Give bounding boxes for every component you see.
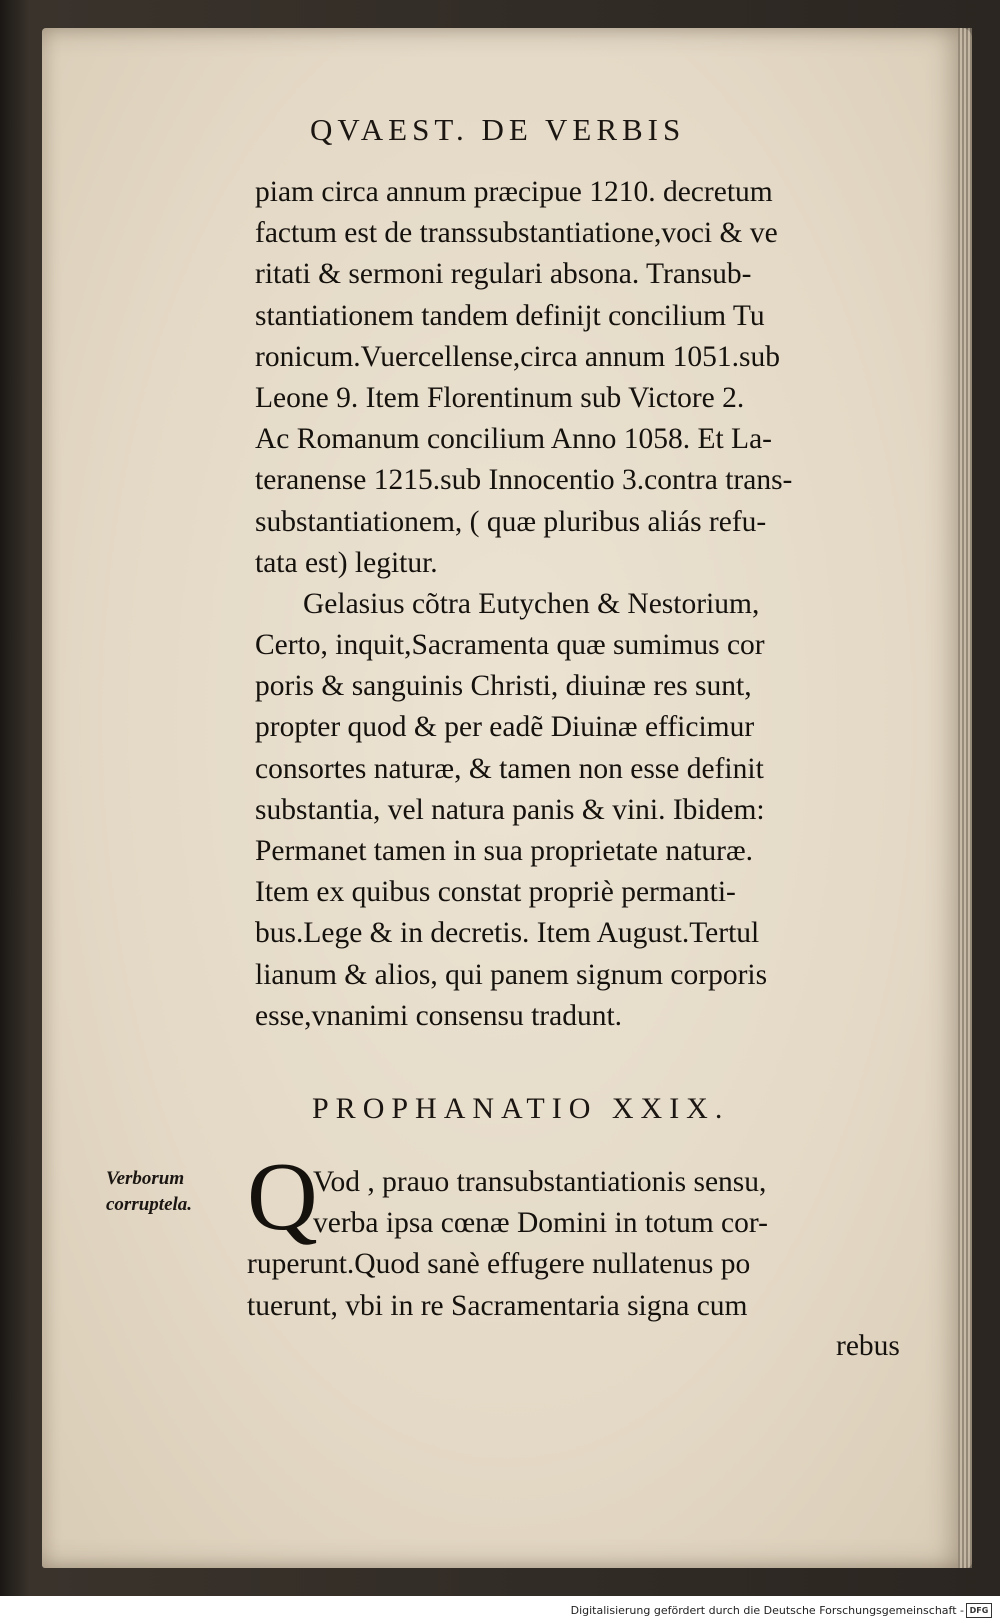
margin-note-line: corruptela. xyxy=(106,1194,193,1215)
text-line: poris & sanguinis Christi, diuinæ res sunt, xyxy=(255,670,752,703)
paragraph-transsubstantiation xyxy=(255,172,935,584)
text-line: Vod , prauo transubstantiationis sensu, xyxy=(313,1166,767,1198)
text-line: ritati & sermoni regulari absona. Transub- xyxy=(255,258,752,291)
text-line: consortes naturæ, & tamen non esse definit xyxy=(255,752,764,785)
paragraph-prophanatio xyxy=(247,1162,937,1327)
catchword: rebus xyxy=(836,1330,900,1362)
margin-note xyxy=(106,1166,192,1218)
text-line: teranense 1215.sub Innocentio 3.contra trans- xyxy=(255,464,793,497)
text-line: Item ex quibus constat propriè permanti- xyxy=(255,876,736,909)
text-line: piam circa annum præcipue 1210. decretum xyxy=(255,176,773,208)
text-line: ruperunt.Quod sanè effugere nullatenus po xyxy=(247,1248,751,1281)
margin-note-line: Verborum xyxy=(106,1168,185,1189)
text-line: factum est de transsubstantiatione,voci & ve xyxy=(255,217,778,250)
text-line: ronicum.Vuercellense,circa annum 1051.sub xyxy=(255,340,780,373)
drop-cap: Q xyxy=(247,1143,318,1251)
text-line: Certo, inquit,Sacramenta quæ sumimus cor xyxy=(255,629,765,662)
section-heading: PROPHANATIO XXIX. xyxy=(312,1092,730,1125)
text-line: Leone 9. Item Florentinum sub Victore 2. xyxy=(255,381,745,414)
text-line: tata est) legitur. xyxy=(255,546,438,579)
text-line: Permanet tamen in sua proprietate naturæ. xyxy=(255,835,754,867)
page-edge xyxy=(958,28,972,1568)
dfg-logo: DFG xyxy=(966,1603,992,1618)
text-line: substantiationem, ( quæ pluribus aliás refu- xyxy=(255,505,767,538)
text-line: bus.Lege & in decretis. Item August.Tertul xyxy=(255,917,760,950)
text-line: tuerunt, vbi in re Sacramentaria signa cum xyxy=(247,1289,748,1322)
text-line: Gelasius cõtra Eutychen & Nestorium, xyxy=(303,587,760,620)
running-head: QVAEST. DE VERBIS xyxy=(310,112,686,147)
text-line: Ac Romanum concilium Anno 1058. Et La- xyxy=(255,423,772,456)
main-text xyxy=(255,172,935,1037)
digitization-credit: Digitalisierung gefördert durch die Deutsche Forschungsgemeinschaft - xyxy=(570,1604,964,1617)
text-line: propter quod & per eadẽ Diuinæ efficimur xyxy=(255,711,755,744)
text-line: stantiationem tandem definijt concilium Tu xyxy=(255,299,765,332)
text-line: esse,vnanimi consensu tradunt. xyxy=(255,999,623,1032)
paragraph-gelasius xyxy=(255,584,935,1037)
text-line: substantia, vel natura panis & vini. Ibidem: xyxy=(255,793,765,826)
text-line: verba ipsa cœnæ Domini in totum cor- xyxy=(313,1207,768,1240)
text-line: lianum & alios, qui panem signum corporis xyxy=(255,958,768,991)
